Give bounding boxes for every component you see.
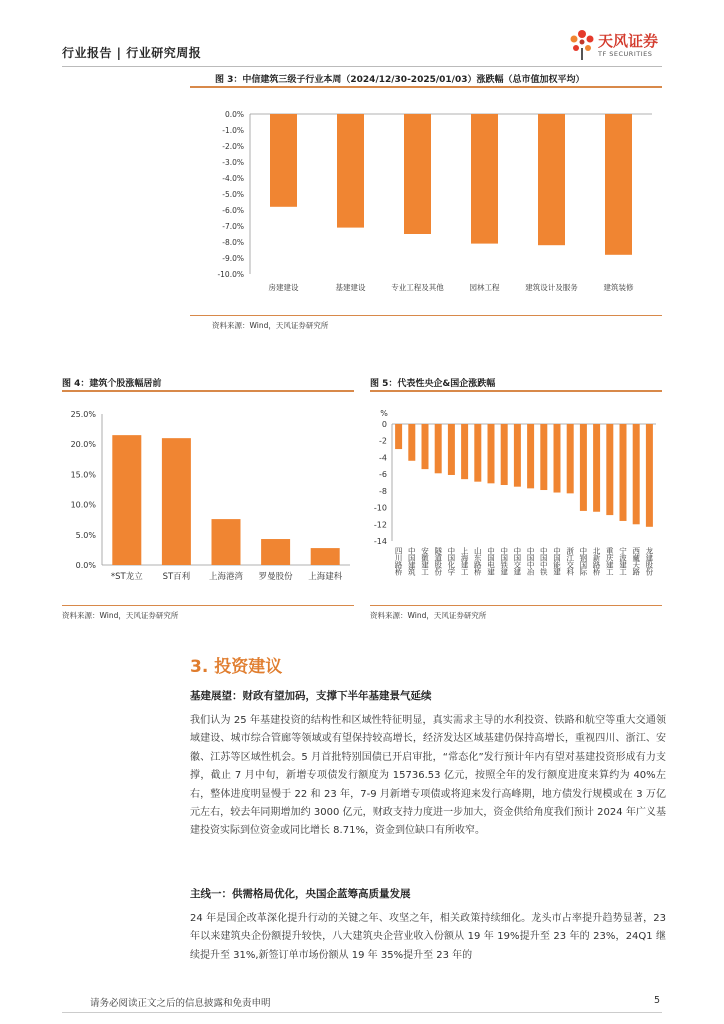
bar — [554, 424, 561, 493]
bar — [261, 539, 290, 565]
x-tick-label: 房建建设 — [268, 283, 299, 292]
x-tick-label: 中国建筑 — [407, 547, 417, 575]
subsection-infrastructure-title: 基建展望：财政有望加码，支撑下半年基建景气延续 — [190, 690, 432, 702]
y-tick-label: -8.0% — [222, 238, 244, 247]
figure-5-source-rule — [370, 605, 662, 606]
y-tick-label: -4.0% — [222, 174, 244, 183]
bar — [337, 114, 364, 228]
bar — [567, 424, 574, 493]
paragraph-mainline: 24 年是国企改革深化提升行动的关键之年、攻坚之年，相关政策持续细化。龙头市占率提升趋势显著，23 年以来建筑央企份额提升较快，八大建筑央企营业收入份额从 19 年 19%提升至 23 年的 23%，24Q1 继续提升至 31%,新签订单市场份额从 19 年 35%提升至 23 年的 — [190, 913, 666, 961]
y-tick-label: 20.0% — [70, 440, 96, 450]
bar — [395, 424, 402, 449]
x-tick-label: 园林工程 — [469, 283, 500, 292]
x-tick-label: 中国电建 — [486, 547, 496, 575]
bar — [435, 424, 442, 473]
bar — [527, 424, 534, 488]
company-logo — [568, 26, 678, 62]
report-header: 行业报告 | 行业研究周报 — [62, 46, 202, 60]
figure-5-title: 图 5：代表性央企&国企涨跌幅 — [370, 379, 496, 389]
bar — [404, 114, 431, 234]
x-tick-label: 龙建股份 — [644, 547, 654, 575]
y-tick-label: -14 — [373, 537, 387, 546]
x-tick-label: 上海建科 — [308, 572, 343, 582]
y-tick-label: -3.0% — [222, 158, 244, 167]
x-tick-label: 专业工程及其他 — [391, 283, 444, 292]
subsection-mainline-title: 主线一：供需格局优化，央国企蓝筹高质量发展 — [190, 888, 411, 900]
footer-disclaimer: 请务必阅读正文之后的信息披露和免责申明 — [90, 998, 271, 1009]
bar — [311, 548, 340, 565]
header-rule — [62, 66, 662, 67]
section-title: 3. 投资建议 — [190, 657, 283, 677]
y-tick-label: -8 — [379, 486, 387, 496]
y-tick-label: -10 — [373, 503, 387, 513]
y-tick-label: 5.0% — [75, 530, 96, 540]
y-tick-label: -12 — [373, 520, 387, 530]
figure-4-source: 资料来源：Wind，天风证券研究所 — [62, 611, 179, 620]
x-tick-label: 建筑设计及服务 — [525, 283, 578, 292]
x-tick-label: ST百利 — [162, 572, 191, 582]
bar — [540, 424, 547, 490]
bar — [646, 424, 653, 527]
x-tick-label: 西藏天路 — [631, 547, 641, 575]
x-tick-label: 中国交建 — [512, 547, 522, 575]
x-tick-label: 宁波建工 — [618, 547, 628, 575]
x-tick-label: 中国能建 — [552, 547, 562, 575]
bar — [605, 114, 632, 255]
y-tick-label: -7.0% — [222, 222, 244, 231]
y-tick-label: -2 — [379, 436, 387, 446]
x-tick-label: 中国铁建 — [499, 547, 509, 575]
y-tick-label: -2.0% — [222, 142, 244, 151]
y-tick-label: -9.0% — [222, 254, 244, 263]
y-tick-label: 10.0% — [70, 500, 96, 510]
paragraph-infrastructure: 我们认为 25 年基建投资的结构性和区域性特征明显，真实需求主导的水利投资、铁路和航空等重大交通领域建设、城市综合管廊等领域或有望保持较高增长，经济发达区域基建仍保持高增长，重视四川、浙江、安徽、江苏等区域性机会。5 月首批特别国债已开启审批，“常态化”发行预计年内有望对基建投资形成有力支撑，截止 7 月中旬，新增专项债发行额度为 15736.53 亿元，按照全年的发行额度进度来算约为 40%左右，整体进度明显慢于 22 和 23 年，7-9 月新增专项债或将迎来发行高峰期，地方债发行规模或在 3 万亿元左右，较去年同期增加约 3000 亿元，财政支持力度进一步加大，资金供给角度我们预计 2024 年广义基建投资实际到位资金或同比增长 8.71%，资金到位缺口有所收窄。 — [190, 715, 666, 837]
y-tick-label: 0.0% — [75, 561, 96, 570]
chart-top-gainers — [62, 394, 354, 604]
y-tick-label: -6 — [379, 470, 387, 480]
chart-soe-returns — [370, 394, 662, 604]
x-tick-label: 中国化学 — [446, 547, 456, 575]
bar — [606, 424, 613, 515]
bar — [538, 114, 565, 245]
figure-3-title: 图 3：中信建筑三级子行业本周（2024/12/30-2025/01/03）涨跌幅（总市值加权平均） — [215, 75, 585, 85]
x-tick-label: 浙江交科 — [565, 547, 575, 575]
bar — [422, 424, 429, 469]
figure-4-title: 图 4：建筑个股涨幅居前 — [62, 379, 162, 389]
y-tick-label: 0.0% — [224, 110, 244, 119]
bar — [112, 435, 141, 565]
bar — [471, 114, 498, 244]
x-tick-label: 北新路桥 — [592, 547, 602, 575]
bar — [474, 424, 481, 482]
x-tick-label: 上海建工 — [460, 547, 470, 575]
bar — [488, 424, 495, 483]
logo-text-cn: 天风证券 — [598, 32, 659, 50]
figure-3-rule — [190, 86, 662, 88]
x-tick-label: 建筑装修 — [603, 283, 634, 292]
logo-flower-icon — [568, 26, 596, 62]
y-tick-label: -10.0% — [217, 270, 244, 279]
x-tick-label: 基建建设 — [335, 283, 366, 292]
bar — [448, 424, 455, 475]
bar — [212, 519, 241, 565]
bar — [270, 114, 297, 207]
bar — [514, 424, 521, 487]
y-tick-label: -5.0% — [222, 190, 244, 199]
x-tick-label: 中国中铁 — [539, 547, 549, 575]
y-tick-label: 0 — [381, 420, 387, 429]
bar — [620, 424, 627, 521]
figure-5-source: 资料来源：Wind，天风证券研究所 — [370, 611, 487, 620]
y-tick-label: 25.0% — [70, 410, 96, 419]
x-tick-label: 安徽建工 — [420, 547, 430, 575]
bar — [501, 424, 508, 485]
bar — [162, 438, 191, 565]
page-number: 5 — [654, 995, 661, 1006]
y-tick-label: 15.0% — [70, 470, 96, 480]
bar — [633, 424, 640, 524]
x-tick-label: *ST龙立 — [110, 572, 143, 582]
chart-subindustry-returns — [190, 90, 662, 312]
figure-3-source-rule — [190, 315, 662, 316]
figure-3-source: 资料来源：Wind，天风证券研究所 — [212, 321, 329, 330]
bar — [408, 424, 415, 461]
bar — [593, 424, 600, 512]
x-tick-label: 四川路桥 — [394, 547, 404, 575]
y-tick-label: -6.0% — [222, 206, 244, 215]
logo-text-en: TF SECURITIES — [598, 50, 653, 58]
x-tick-label: 重庆建工 — [605, 547, 615, 575]
x-tick-label: 山东路桥 — [473, 547, 483, 575]
x-tick-label: 隧道股份 — [433, 547, 443, 575]
x-tick-label: 罗曼股份 — [258, 572, 293, 582]
figure-4-source-rule — [62, 605, 354, 606]
y-tick-label: -4 — [379, 453, 387, 463]
y-axis-unit: % — [380, 409, 388, 418]
figure-4-rule — [62, 390, 354, 392]
y-tick-label: -1.0% — [222, 126, 244, 135]
x-tick-label: 中国中冶 — [526, 547, 536, 575]
footer-rule — [62, 1012, 662, 1013]
figure-5-rule — [370, 390, 662, 392]
x-tick-label: 中钢国际 — [578, 547, 588, 575]
bar — [461, 424, 468, 479]
bar — [580, 424, 587, 511]
x-tick-label: 上海港湾 — [208, 572, 244, 582]
